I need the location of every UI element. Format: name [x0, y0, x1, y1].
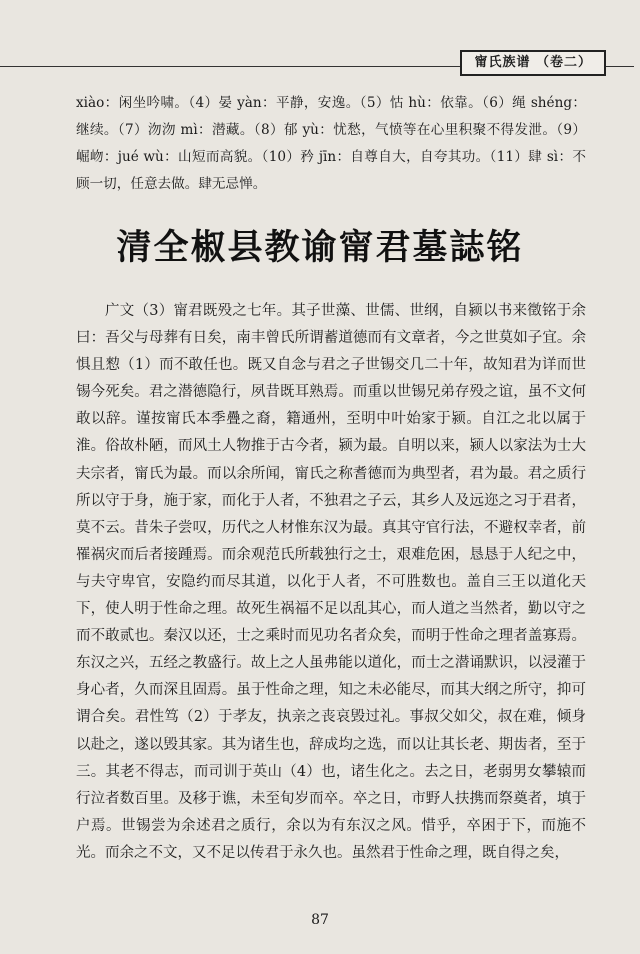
running-header: 甯氏族谱 （卷二） — [460, 50, 606, 76]
footnotes-block — [76, 90, 586, 198]
article-title: 清全椒县教谕甯君墓誌铭 — [116, 227, 524, 268]
article-body — [76, 298, 586, 867]
footnote-text: xiào：闲坐吟啸。（4）晏 yàn：平静，安逸。（5）怙 hù：依靠。（6）绳 shéng：继续。（7）沕沕 mì：潜藏。（8）郁 yù：忧愁，气愤等在心里积聚不得发泄。（9）崛岉：jué wù：山短而高貌。（10）矜 jīn：自尊自大，自夸其功。（11）肆 sì：不顾一切，任意去做。肆无忌惮。 — [76, 95, 586, 192]
page-number: 87 — [311, 912, 329, 928]
body-paragraph: 广文（3）甯君既殁之七年。其子世藻、世儒、世纲，自颍以书来徵铭于余曰：吾父与母葬有日矣，南丰曾氏所谓蓄道德而有文章者，今之世莫如子宜。余惧且愸（1）而不敢任也。既又自念与君之子世锡交几二十年，故知君为详而世锡今死矣。君之潜德隐行，夙昔既耳熟焉。而重以世锡兄弟存殁之谊，虽不文何敢以辞。谨按甯氏本季疊之裔，籍通州，至明中叶始家于颍。自江之北以属于淮。俗故朴陋，而风土人物推于古今者，颍为最。自明以来，颍人以家法为士大夫宗者，甯氏为最。而以余所闻，甯氏之称耆德而为典型者，君为最。君之质行所以守于身，施于家，而化于人者，不独君之子云，其乡人及远迩之习于君者，莫不云。昔朱子尝叹，历代之人材惟东汉为最。真其守官行法，不避权幸者，前罹祸灾而后者接踵焉。而余观范氏所载独行之士，艰难危困，恳恳于人纪之中，与夫守卑官，安隐约而尽其道，以化于人者，不可胜数也。盖自三王以道化天下，使人明于性命之理。故死生祸福不足以乱其心，而人道之当然者，勤以守之而不敢贰也。秦汉以还，士之乘时而见功名者众矣，而明于性命之理者盖寡焉。东汉之兴，五经之教盛行。故上之人虽弗能以道化，而士之潜诵默识，以浸灌于身心者，久而深且固焉。虽于性命之理，知之未必能尽，而其大纲之所守，抑可谓合矣。君性笃（2）于孝友，执亲之丧哀毁过礼。事叔父如父，叔在难，倾身以赴之，遂以毁其家。其为诸生也，辞成均之选，而以让其长老、期齿者，至于三。其老不得志，而司训于英山（4）也，诸生化之。去之日，老弱男女攀辕而行泣者数百里。及移于谯，未至旬岁而卒。卒之日，市野人扶携而祭奠者，填于户焉。世锡尝为余述君之质行，余以为有东汉之风。惜乎，卒困于下，而施不光。而余之不文，又不足以传君于永久也。虽然君于性命之理，既自得之矣， — [76, 303, 586, 861]
